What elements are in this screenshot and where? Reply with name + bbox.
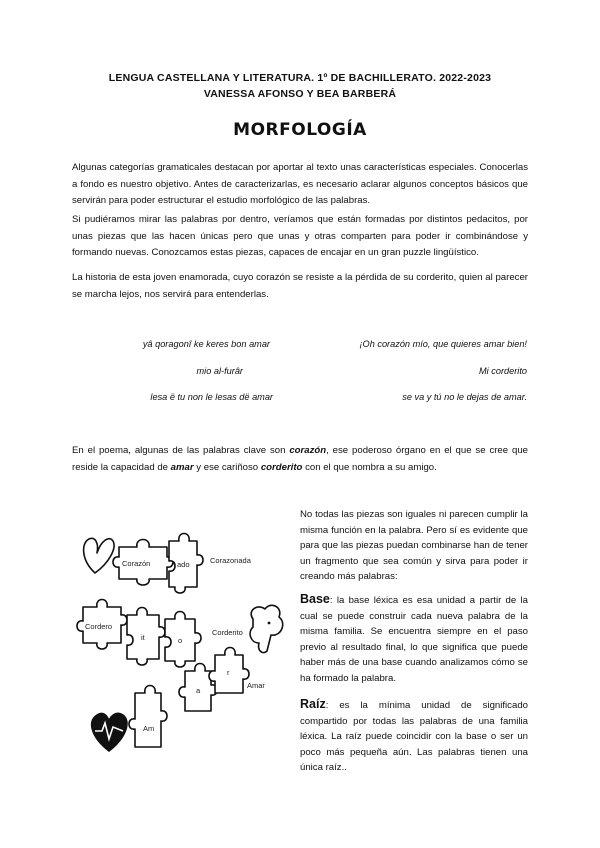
piece-label-ado: ado xyxy=(177,560,190,569)
poem-note-text-3: y ese cariñoso xyxy=(193,461,261,473)
raiz-definition xyxy=(300,697,528,776)
result-label-amar: Amar xyxy=(247,681,265,690)
poem-original-line-3: lesa ë tu non le lesas dë amar xyxy=(150,392,273,402)
poem-note-text-1: En el poema, algunas de las palabras clave son xyxy=(72,445,290,456)
base-term: Base xyxy=(300,592,330,606)
pieces-intro-paragraph: No todas las piezas son iguales ni parecen cumplir la misma función en la palabra. Pero sí es evidente que para que las piezas puedan combinarse han de tener un fragmento que sea común y sirva para poder ir creando más palabras: xyxy=(300,509,528,583)
keyword-corazon: corazón xyxy=(289,445,327,456)
header-line-1: LENGUA CASTELLANA Y LITERATURA. 1º DE BACHILLERATO. 2022-2023 xyxy=(108,72,492,84)
piece-label-r: r xyxy=(227,668,230,677)
result-label-corazonada: Corazonada xyxy=(210,556,251,565)
raiz-term: Raíz xyxy=(300,697,326,711)
base-definition xyxy=(300,592,528,687)
keyword-corderito: corderito xyxy=(260,461,303,473)
piece-label-am: Am xyxy=(143,724,155,733)
piece-label-it: it xyxy=(141,633,145,642)
poem-note-text-2: , ese poderoso órgano en el que se cree que reside la capacidad de xyxy=(72,445,528,473)
keyword-amar: amar xyxy=(170,461,194,473)
heart-pulse-icon xyxy=(92,713,127,751)
poem-note-paragraph xyxy=(72,443,528,476)
intro-paragraph-2: Si pudiéramos mirar las palabras por dentro, veríamos que están formadas por distintos pedacitos, por unas piezas que las hacen únicas pero que unas y otras comparten para poder ir combinándose y formando nuevas. Conozcamos estas piezas, capaces de encajar en un gran puzzle lingüístico. xyxy=(72,214,528,258)
poem-original-line-2: mio al-furâr xyxy=(196,366,243,376)
piece-label-a: a xyxy=(196,686,201,695)
puzzle-piece-am-icon xyxy=(129,686,167,748)
header-line-2: VANESSA AFONSO Y BEA BARBERÁ xyxy=(203,88,397,100)
lamb-eye-icon xyxy=(268,622,271,625)
raiz-text: : es la mínima unidad de significado compartido por todas las palabras de una familia léxica. La raíz puede coincidir con la base o ser un poco más pequeña aún. Las palabras tienen una única raíz.. xyxy=(300,700,528,774)
piece-label-cordero: Cordero xyxy=(85,622,113,631)
result-label-corderito: Corderito xyxy=(212,628,243,637)
base-text: : la base léxica es esa unidad a partir de la cual se puede construir cada nueva palabra de la misma familia. Se encuentra siempre en el paso previo al resultado final, lo que significa que puede haber más de una base cuando analizamos cómo se ha formado la palabra. xyxy=(300,595,528,684)
heart-outline-icon xyxy=(84,538,114,573)
piece-label-o: o xyxy=(178,636,183,645)
poem-translation-line-2: Mi corderito xyxy=(479,366,527,376)
poem-original-line-1: yâ qoragonî ke keres bon amar xyxy=(142,339,270,349)
piece-label-corazon: Corazón xyxy=(122,559,151,568)
poem-translation-line-3: se va y tú no le dejas de amar. xyxy=(402,392,527,402)
poem-note-text-4: con el que nombra a su amigo. xyxy=(302,461,437,473)
lamb-icon xyxy=(250,605,283,652)
intro-paragraph-1: Algunas categorías gramaticales destacan por aportar al texto unas características especiales. Conocerlas a fondo es nuestro objetivo. Antes de caracterizarlas, es necesario aclarar algunos conceptos básicos que servirán para poder estructurar el estudio morfológico de las palabras. xyxy=(72,162,528,206)
puzzle-illustration xyxy=(75,515,290,770)
page-title: MORFOLOGÍA xyxy=(233,120,367,140)
puzzle-piece-o-icon xyxy=(165,612,201,668)
puzzle-piece-it-icon xyxy=(127,608,165,666)
poem-translation-line-1: ¡Oh corazón mío, que quieres amar bien! xyxy=(359,339,527,349)
intro-paragraph-3: La historia de esta joven enamorada, cuyo corazón se resiste a la pérdida de su corderito, quien al parecer se marcha lejos, nos servirá para entenderlas. xyxy=(72,272,528,300)
